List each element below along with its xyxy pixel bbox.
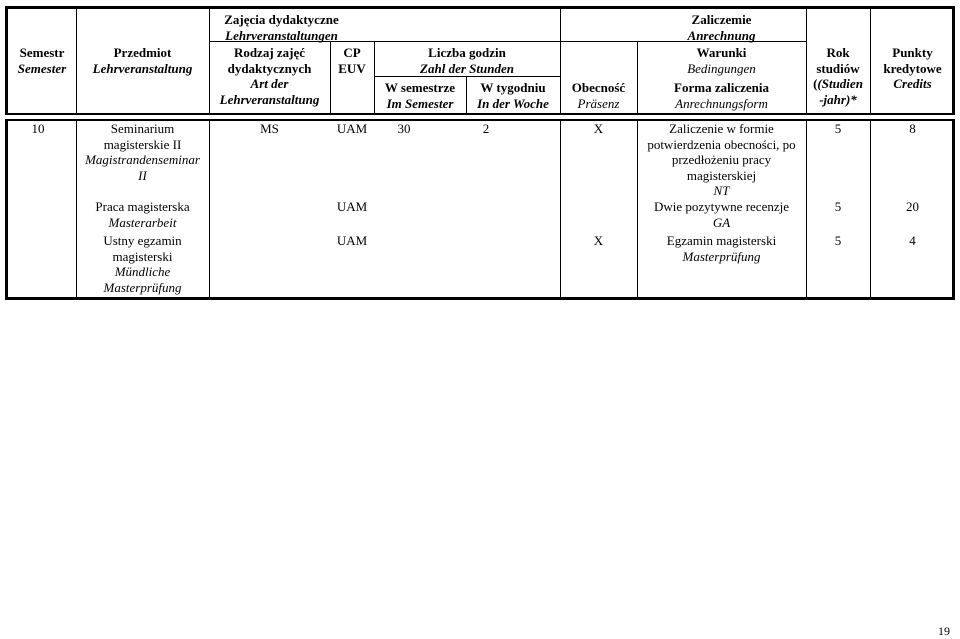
header-text: Punkty [892,45,933,60]
row-text: Masterprüfung [682,248,761,264]
header-przedmiot [76,45,209,76]
header-text: W semestrze [384,80,456,95]
row-text: Masterprüfung [103,279,182,295]
header-w-semestrze [374,80,466,111]
header-semestr [8,45,76,76]
row-text: Praca magisterska [95,199,190,214]
row-hours-week: 2 [482,121,490,136]
row-year: 5 [834,121,842,136]
header-text: Anrechnungsform [675,95,768,111]
header-text: Zahl der Stunden [420,60,514,76]
row-year: 5 [834,233,842,248]
header-text: Lehrveranstaltungen [225,27,338,43]
header-text [806,76,870,92]
row-presence: X [593,121,604,136]
row-text: Magistrandenseminar [85,152,200,167]
row-form [637,199,806,230]
header-text: Semester [17,60,67,76]
row-subject [76,199,209,230]
row-type: MS [260,121,279,136]
header-text: Lehrveranstaltung [219,91,320,107]
header-text: W tygodniu [480,80,546,95]
row-credits: 8 [909,121,916,136]
header-text: kredytowe [883,60,942,76]
paren-open: ( [813,76,818,91]
header-text: studiów [816,60,860,76]
header-text: -jahr)* [819,91,857,107]
row-text: Masterarbeit [108,214,177,230]
header-text: Semestr [19,45,65,60]
page-number: 19 [938,624,950,638]
header-liczba [374,45,560,76]
row-text: Dwie pozytywne recenzje [654,199,789,214]
row-cp: UAM [336,199,368,214]
header-text: CP [343,45,361,60]
header-text [806,92,870,108]
header-separator [5,113,955,121]
header-forma [637,80,806,111]
header-text: Anrechnung [687,27,756,43]
row-cp: UAM [336,121,368,136]
header-text: Im Semester [386,95,454,111]
row-subject [76,121,209,183]
row-divider [374,76,560,77]
col-divider [209,121,210,300]
row-text: NT [713,183,730,198]
header-text: Credits [893,76,932,91]
header-text: dydaktycznych [227,60,312,76]
header-zajecia-group [209,12,354,43]
header-rok [806,45,870,107]
header-text: Rodzaj zajęć [233,45,306,60]
row-cp: UAM [336,233,368,248]
header-text: Rok [826,45,850,60]
row-text: II [138,167,147,183]
header-text: Präsenz [577,95,620,111]
header-text: Zajęcia dydaktyczne [224,12,339,27]
row-divider [330,41,560,42]
row-presence: X [593,233,604,248]
header-text: Art der [250,76,289,91]
row-form [637,121,806,199]
col-divider [560,121,561,300]
row-credits: 4 [909,233,916,248]
row-text: Egzamin magisterski [666,233,777,248]
header-text: Przedmiot [113,45,172,60]
row-text: magisterski [112,248,173,264]
header-text: Lehrveranstaltung [92,60,193,76]
header-punkty [870,45,955,92]
header-text: In der Woche [477,95,549,111]
header-text: Liczba godzin [428,45,506,60]
row-text: magisterskiej [686,167,757,183]
header-text: Forma zaliczenia [674,80,769,95]
row-subject [76,233,209,295]
row-text: Mündliche [114,264,171,279]
row-text: Ustny egzamin [103,233,182,248]
row-text: GA [712,214,731,230]
row-text: Seminarium [110,121,175,136]
row-text: potwierdzenia obecności, po [647,136,796,152]
header-zaliczenie-group [637,12,806,43]
row-text: magisterskie II [103,136,182,152]
row-text: przedłożeniu pracy [671,152,772,167]
header-text: EUV [338,60,366,76]
row-form [637,233,806,264]
row-semester: 10 [31,121,45,136]
header-warunki [637,45,806,76]
row-year: 5 [834,199,842,214]
header-obecnosc [560,80,637,111]
header-rodzaj [209,45,330,107]
row-text: Zaliczenie w formie [669,121,774,136]
header-text: Warunki [696,45,747,60]
header-text: Obecność [571,80,626,95]
header-text: Bedingungen [687,60,756,76]
row-hours-semester: 30 [397,121,411,136]
row-credits: 20 [906,199,919,214]
header-cp [330,45,374,76]
header-text: Zaliczemie [691,12,752,27]
header-text: (Studien [817,76,863,91]
header-w-tygodniu [466,80,560,111]
